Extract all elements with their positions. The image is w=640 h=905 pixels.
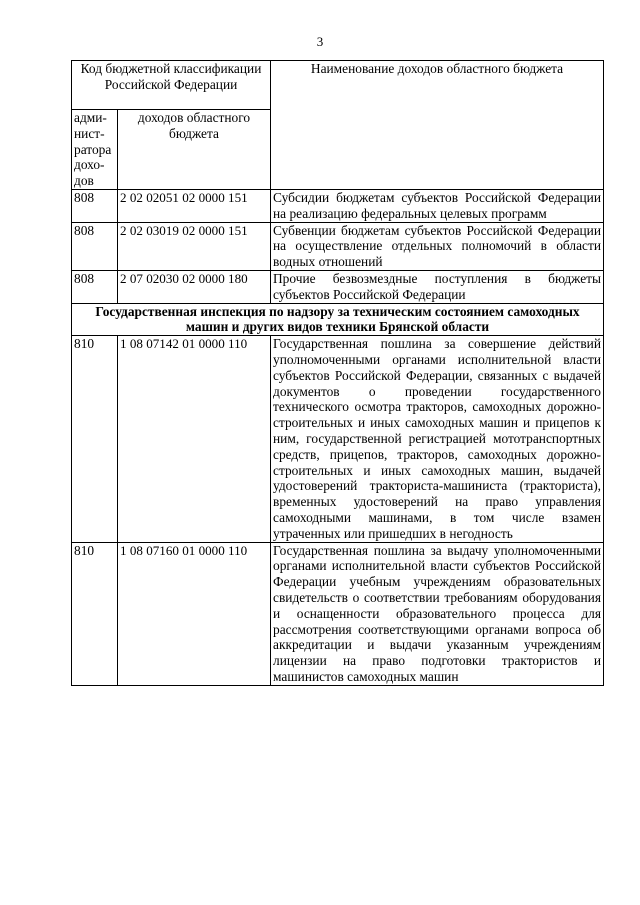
revenue-name-cell: Государственная пошлина за выдачу уполномоченными органами исполнительной власти субъектов Российской Федерации учебным учреждениям образовательных свидетельств о соответствии требованиям оборудования и оснащенности образовательного процесса для рассмотрения соответствующими органами вопроса об аккредитации и выдачи указанным учреждениям лицензии на право подготовки трактористов и машинистов самоходных машин [271, 542, 604, 685]
header-revenue-name: Наименование доходов областного бюджета [271, 61, 604, 190]
section-header-row [72, 303, 604, 336]
header-income-code: доходов областного бюджета [118, 110, 271, 190]
income-code-cell: 1 08 07142 01 0000 110 [118, 336, 271, 542]
income-code-cell: 2 02 02051 02 0000 151 [118, 190, 271, 223]
budget-classification-table [71, 60, 604, 686]
table-row [72, 190, 604, 223]
header-budget-classification-code: Код бюджетной классификации Российской Федерации [72, 61, 271, 110]
table-row [72, 222, 604, 270]
table-row [72, 336, 604, 542]
revenue-name-cell: Прочие безвозмездные поступления в бюджеты субъектов Российской Федерации [271, 270, 604, 303]
admin-code-cell: 808 [72, 190, 118, 223]
admin-code-cell: 810 [72, 336, 118, 542]
table-row [72, 542, 604, 685]
revenue-name-cell: Государственная пошлина за совершение действий уполномоченными органами исполнительной власти субъектов Российской Федерации, связанных с выдачей документов о проведении государственного технического осмотра тракторов, самоходных дорожно-строительных и иных самоходных машин и прицепов к ним, государственной регистрацией мототранспортных средств, прицепов, тракторов, самоходных дорожно-строительных и иных самоходных машин, выдачей удостоверений тракториста-машиниста (тракториста), временных удостоверений на право управления самоходными машинами, в том числе взамен утраченных или пришедших в негодность [271, 336, 604, 542]
revenue-name-cell: Субвенции бюджетам субъектов Российской Федерации на осуществление отдельных полномочий в области водных отношений [271, 222, 604, 270]
admin-code-cell: 808 [72, 270, 118, 303]
section-title: Государственная инспекция по надзору за техническим состоянием самоходных машин и других видов техники Брянской области [72, 303, 604, 336]
admin-code-cell: 810 [72, 542, 118, 685]
table-header-row [72, 61, 604, 110]
income-code-cell: 1 08 07160 01 0000 110 [118, 542, 271, 685]
table-row [72, 270, 604, 303]
income-code-cell: 2 07 02030 02 0000 180 [118, 270, 271, 303]
header-administrator: адми-нист-ратора дохо-дов [72, 110, 118, 190]
revenue-name-cell: Субсидии бюджетам субъектов Российской Федерации на реализацию федеральных целевых программ [271, 190, 604, 223]
admin-code-cell: 808 [72, 222, 118, 270]
income-code-cell: 2 02 03019 02 0000 151 [118, 222, 271, 270]
page-number: 3 [316, 34, 324, 49]
